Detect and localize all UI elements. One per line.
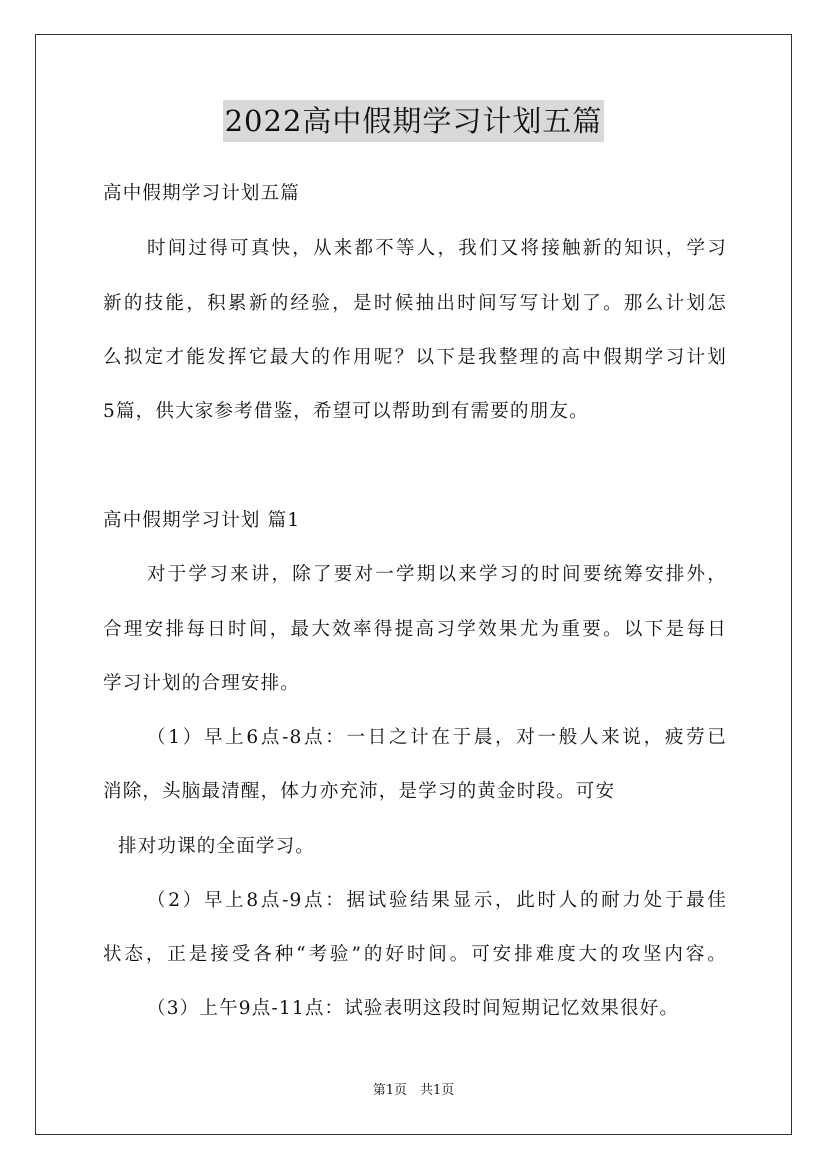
paragraph-line: 合理安排每日时间，最大效率得提高习学效果尤为重要。以下是每日: [103, 619, 727, 640]
paragraph-line: 新的技能，积累新的经验，是时候抽出时间写写计划了。那么计划怎: [103, 293, 727, 314]
paragraph-line: 学习计划的合理安排。: [103, 673, 301, 694]
page-footer: 第1页 共1页: [372, 1083, 455, 1098]
paragraph-line: 时间过得可真快，从来都不等人，我们又将接触新的知识，学习: [147, 238, 727, 259]
section-heading: 高中假期学习计划 篇1: [103, 510, 301, 531]
paragraph-line: 么拟定才能发挥它最大的作用呢？以下是我整理的高中假期学习计划: [103, 347, 727, 368]
paragraph-line: 5篇，供大家参考借鉴，希望可以帮助到有需要的朋友。: [103, 401, 589, 422]
section-heading: 高中假期学习计划五篇: [103, 183, 301, 204]
paragraph-line: 排对功课的全面学习。: [118, 836, 316, 857]
document-title-block: [0, 100, 827, 142]
paragraph-line: （3）上午9点-11点：试验表明这段时间短期记忆效果很好。: [147, 998, 680, 1019]
paragraph-line: 消除，头脑最清醒，体力亦充沛，是学习的黄金时段。可安: [103, 781, 616, 802]
paragraph-line: 对于学习来讲，除了要对一学期以来学习的时间要统筹安排外，: [147, 564, 727, 585]
paragraph-line: 状态，正是接受各种“考验”的好时间。可安排难度大的攻坚内容。: [103, 944, 727, 965]
document-title: 2022高中假期学习计划五篇: [223, 100, 605, 142]
paragraph-line: （1）早上6点-8点：一日之计在于晨，对一般人来说，疲劳已: [147, 727, 727, 748]
paragraph-line: （2）早上8点-9点：据试验结果显示，此时人的耐力处于最佳: [147, 890, 727, 911]
